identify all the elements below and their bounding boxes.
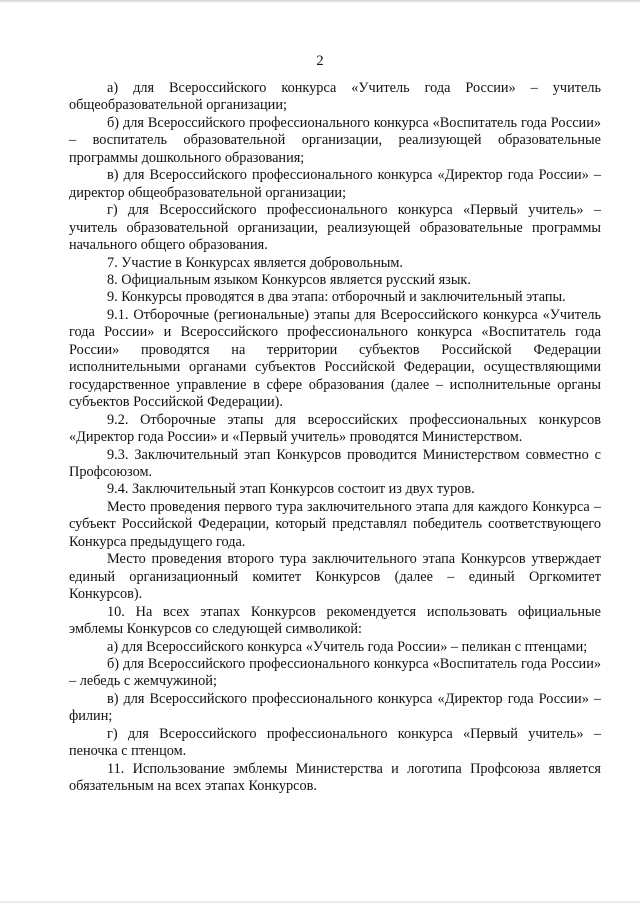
- paragraph: Место проведения первого тура заключительного этапа для каждого Конкурса – субъект Российской Федерации, который представлял победитель соответствующего Конкурса предыдущего года.: [69, 498, 601, 550]
- paragraph: а) для Всероссийского конкурса «Учитель года России» – учитель общеобразовательной организации;: [69, 80, 601, 114]
- paragraph: в) для Всероссийского профессионального конкурса «Директор года России» – директор общеобразовательной организации;: [69, 167, 601, 201]
- paragraph: 10. На всех этапах Конкурсов рекомендуется использовать официальные эмблемы Конкурсов со следующей символикой:: [69, 603, 601, 638]
- paragraph: 7. Участие в Конкурсах является добровольным.: [107, 254, 403, 271]
- paragraph: а) для Всероссийского конкурса «Учитель года России» – пеликан с птенцами;: [107, 638, 588, 655]
- paragraph: 9.4. Заключительный этап Конкурсов состоит из двух туров.: [107, 481, 475, 498]
- scan-top-edge: [0, 0, 640, 3]
- paragraph: 9.3. Заключительный этап Конкурсов проводится Министерством совместно с Профсоюзом.: [69, 446, 601, 480]
- page-number: 2: [316, 53, 324, 69]
- paragraph: б) для Всероссийского профессионального конкурса «Воспитатель года России» – лебедь с жемчужиной;: [69, 655, 601, 690]
- paragraph: 9.2. Отборочные этапы для всероссийских профессиональных конкурсов «Директор года России» и «Первый учитель» проводятся Министерством.: [69, 411, 601, 446]
- document-body: [69, 80, 601, 796]
- paragraph: г) для Всероссийского профессионального конкурса «Первый учитель» – учитель образовательной организации, реализующей образовательные программы начального общего образования.: [69, 202, 601, 254]
- paragraph: Место проведения второго тура заключительного этапа Конкурсов утверждает единый организационный комитет Конкурсов (далее – единый Оргкомитет Конкурсов).: [69, 551, 601, 603]
- paragraph: г) для Всероссийского профессионального конкурса «Первый учитель» – пеночка с птенцом.: [69, 725, 601, 760]
- paragraph: 9.1. Отборочные (региональные) этапы для Всероссийского конкурса «Учитель года России» и Всероссийского профессионального конкурса «Воспитатель года России» проводятся на территории субъектов Российской Федерации исполнительными органами субъектов Российской Федерации, осуществляющими государственное управление в сфере образования (далее – исполнительные органы субъектов Российской Федерации).: [69, 306, 601, 411]
- paragraph: б) для Всероссийского профессионального конкурса «Воспитатель года России» – воспитатель образовательной организации, реализующей образовательные программы дошкольного образования;: [69, 114, 601, 166]
- paragraph: 8. Официальным языком Конкурсов является русский язык.: [107, 271, 471, 288]
- paragraph: 9. Конкурсы проводятся в два этапа: отборочный и заключительный этапы.: [107, 289, 566, 306]
- paragraph: 11. Использование эмблемы Министерства и логотипа Профсоюза является обязательным на всех этапах Конкурсов.: [69, 760, 601, 795]
- paragraph: в) для Всероссийского профессионального конкурса «Директор года России» – филин;: [69, 690, 601, 725]
